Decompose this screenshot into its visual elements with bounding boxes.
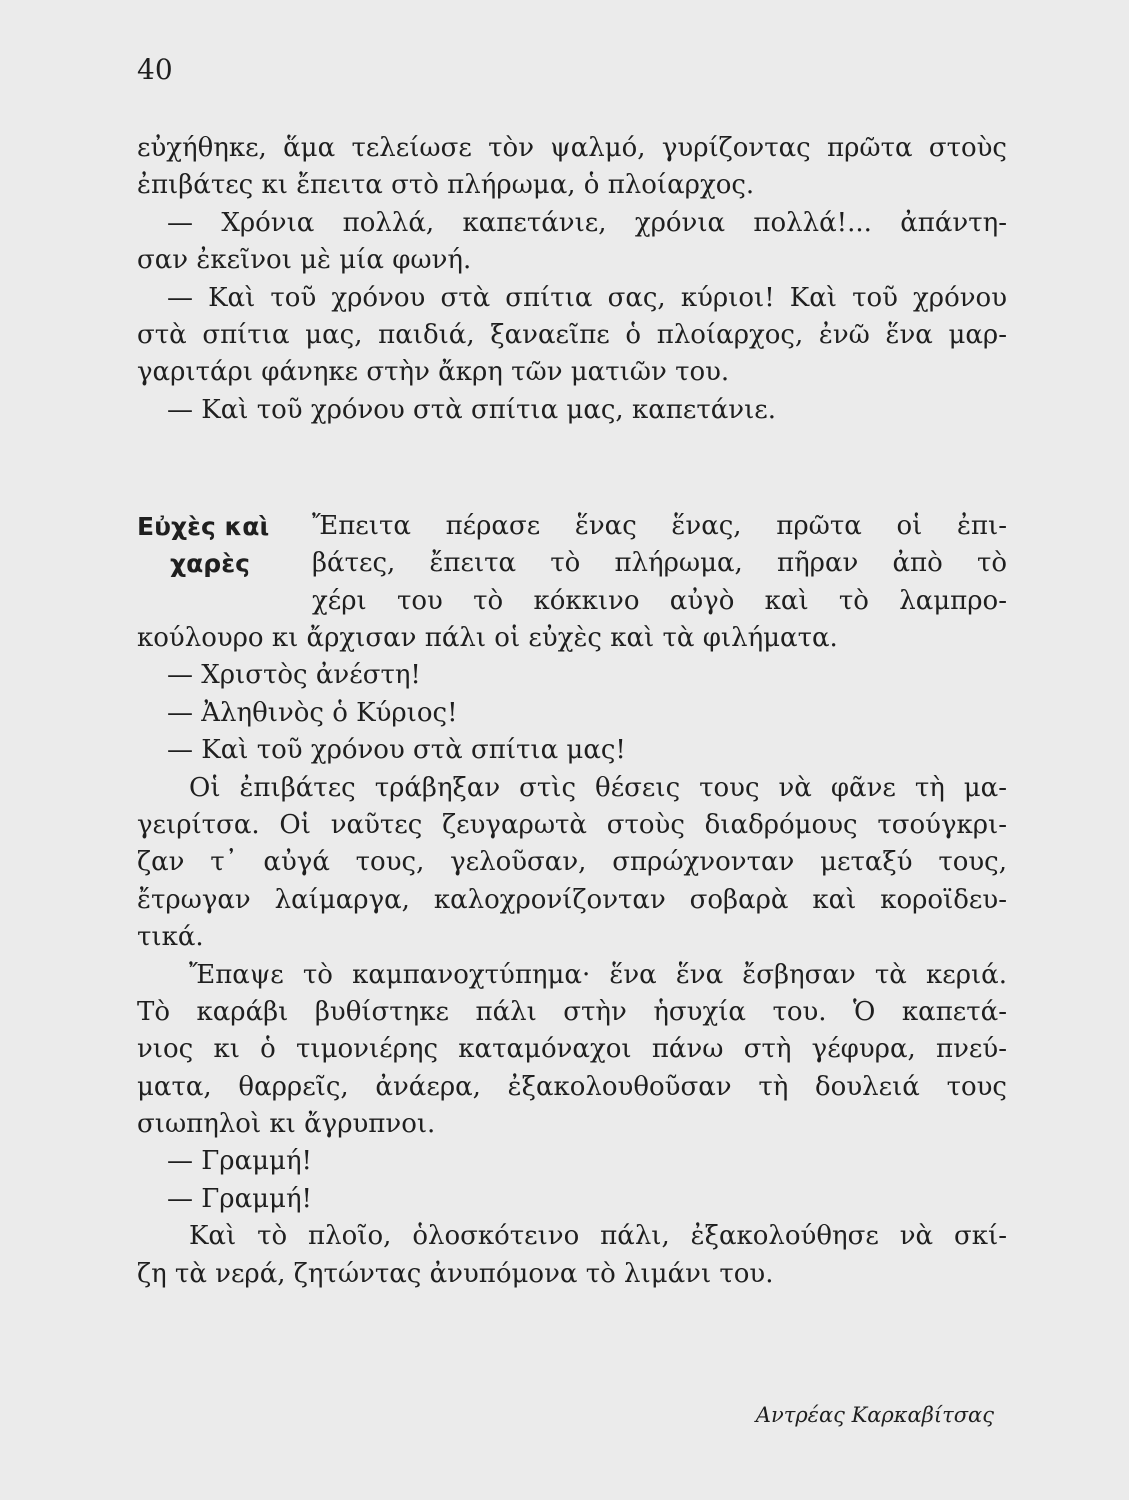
text-line: Οἱ ἐπιβάτες τράβηξαν στὶς θέσεις τους νὰ φᾶνε τὴ μα- [189, 772, 1007, 803]
side-heading-line-1: Εὐχὲς καὶ [137, 512, 270, 541]
text-line: — Γραμμή! [167, 1183, 312, 1214]
text-line: γειρίτσα. Οἱ ναῦτες ζευγαρωτὰ στοὺς διαδρόμους τσούγκρι- [137, 809, 1007, 840]
text-line: σαν ἐκεῖνοι μὲ μία φωνή. [137, 245, 472, 276]
text-line: Ἔπαψε τὸ καμπανοχτύπημα· ἕνα ἕνα ἔσβησαν τὰ κεριά. [189, 959, 1007, 990]
text-line: εὐχήθηκε, ἅμα τελείωσε τὸν ψαλμό, γυρίζοντας πρῶτα στοὺς [137, 133, 1007, 163]
text-line: — Χρόνια πολλά, καπετάνιε, χρόνια πολλά!... ἀπάντη- [167, 207, 1007, 238]
text-line: κούλουρο κι ἄρχισαν πάλι οἱ εὐχὲς καὶ τὰ φιλήματα. [137, 623, 838, 653]
text-line: ἐπιβάτες κι ἔπειτα στὸ πλήρωμα, ὁ πλοίαρχος. [137, 170, 755, 201]
text-line: — Καὶ τοῦ χρόνου στὰ σπίτια σας, κύριοι! Καὶ τοῦ χρόνου [167, 282, 1007, 313]
text-line: — Γραμμή! [167, 1146, 312, 1177]
text-line: ζη τὰ νερά, ζητώντας ἀνυπόμονα τὸ λιμάνι του. [137, 1258, 774, 1289]
text-line: ζαν τ᾿ αὐγά τους, γελοῦσαν, σπρώχνονταν μεταξύ τους, [137, 847, 1007, 878]
text-line: νιος κι ὁ τιμονιέρης καταμόναχοι πάνω στὴ γέφυρα, πνεύ- [137, 1034, 1007, 1065]
text-line: — Καὶ τοῦ χρόνου στὰ σπίτια μας, καπετάνιε. [167, 394, 777, 425]
text-line: στὰ σπίτια μας, παιδιά, ξαναεῖπε ὁ πλοίαρχος, ἐνῶ ἕνα μαρ- [137, 319, 1007, 350]
text-line: ματα, θαρρεῖς, ἀνάερα, ἐξακολουθοῦσαν τὴ δουλειά τους [137, 1071, 1007, 1102]
side-heading [137, 508, 269, 583]
text-line: — Ἀληθινὸς ὁ Κύριος! [167, 697, 458, 728]
text-line: γαριτάρι φάνηκε στὴν ἄκρη τῶν ματιῶν του. [137, 357, 730, 388]
side-heading-line-2: χαρὲς [170, 549, 250, 579]
text-line: χέρι του τὸ κόκκινο αὐγὸ καὶ τὸ λαμπρο- [312, 585, 1007, 616]
text-line: — Καὶ τοῦ χρόνου στὰ σπίτια μας! [167, 735, 626, 766]
paragraph-block-3 [137, 620, 1007, 1293]
text-line: βάτες, ἔπειτα τὸ πλήρωμα, πῆραν ἀπὸ τὸ [312, 548, 1007, 579]
paragraph-block-2 [312, 508, 1007, 620]
text-line: τικά. [137, 922, 204, 953]
text-line: Καὶ τὸ πλοῖο, ὁλοσκότεινο πάλι, ἐξακολούθησε νὰ σκί- [189, 1221, 1007, 1252]
author-signature: Αντρέας Καρκαβίτσας [755, 1403, 994, 1427]
text-line: Τὸ καράβι βυθίστηκε πάλι στὴν ἡσυχία του. Ὁ καπετά- [137, 996, 1007, 1027]
page-number: 40 [137, 53, 173, 86]
text-line: ἔτρωγαν λαίμαργα, καλοχρονίζονταν σοβαρὰ καὶ κοροϊδευ- [137, 884, 1007, 915]
text-line: σιωπηλοὶ κι ἄγρυπνοι. [137, 1109, 436, 1140]
text-line: Ἔπειτα πέρασε ἕνας ἕνας, πρῶτα οἱ ἐπι- [312, 511, 1007, 541]
text-line: — Χριστὸς ἀνέστη! [167, 660, 421, 691]
paragraph-block-1 [137, 130, 1007, 429]
